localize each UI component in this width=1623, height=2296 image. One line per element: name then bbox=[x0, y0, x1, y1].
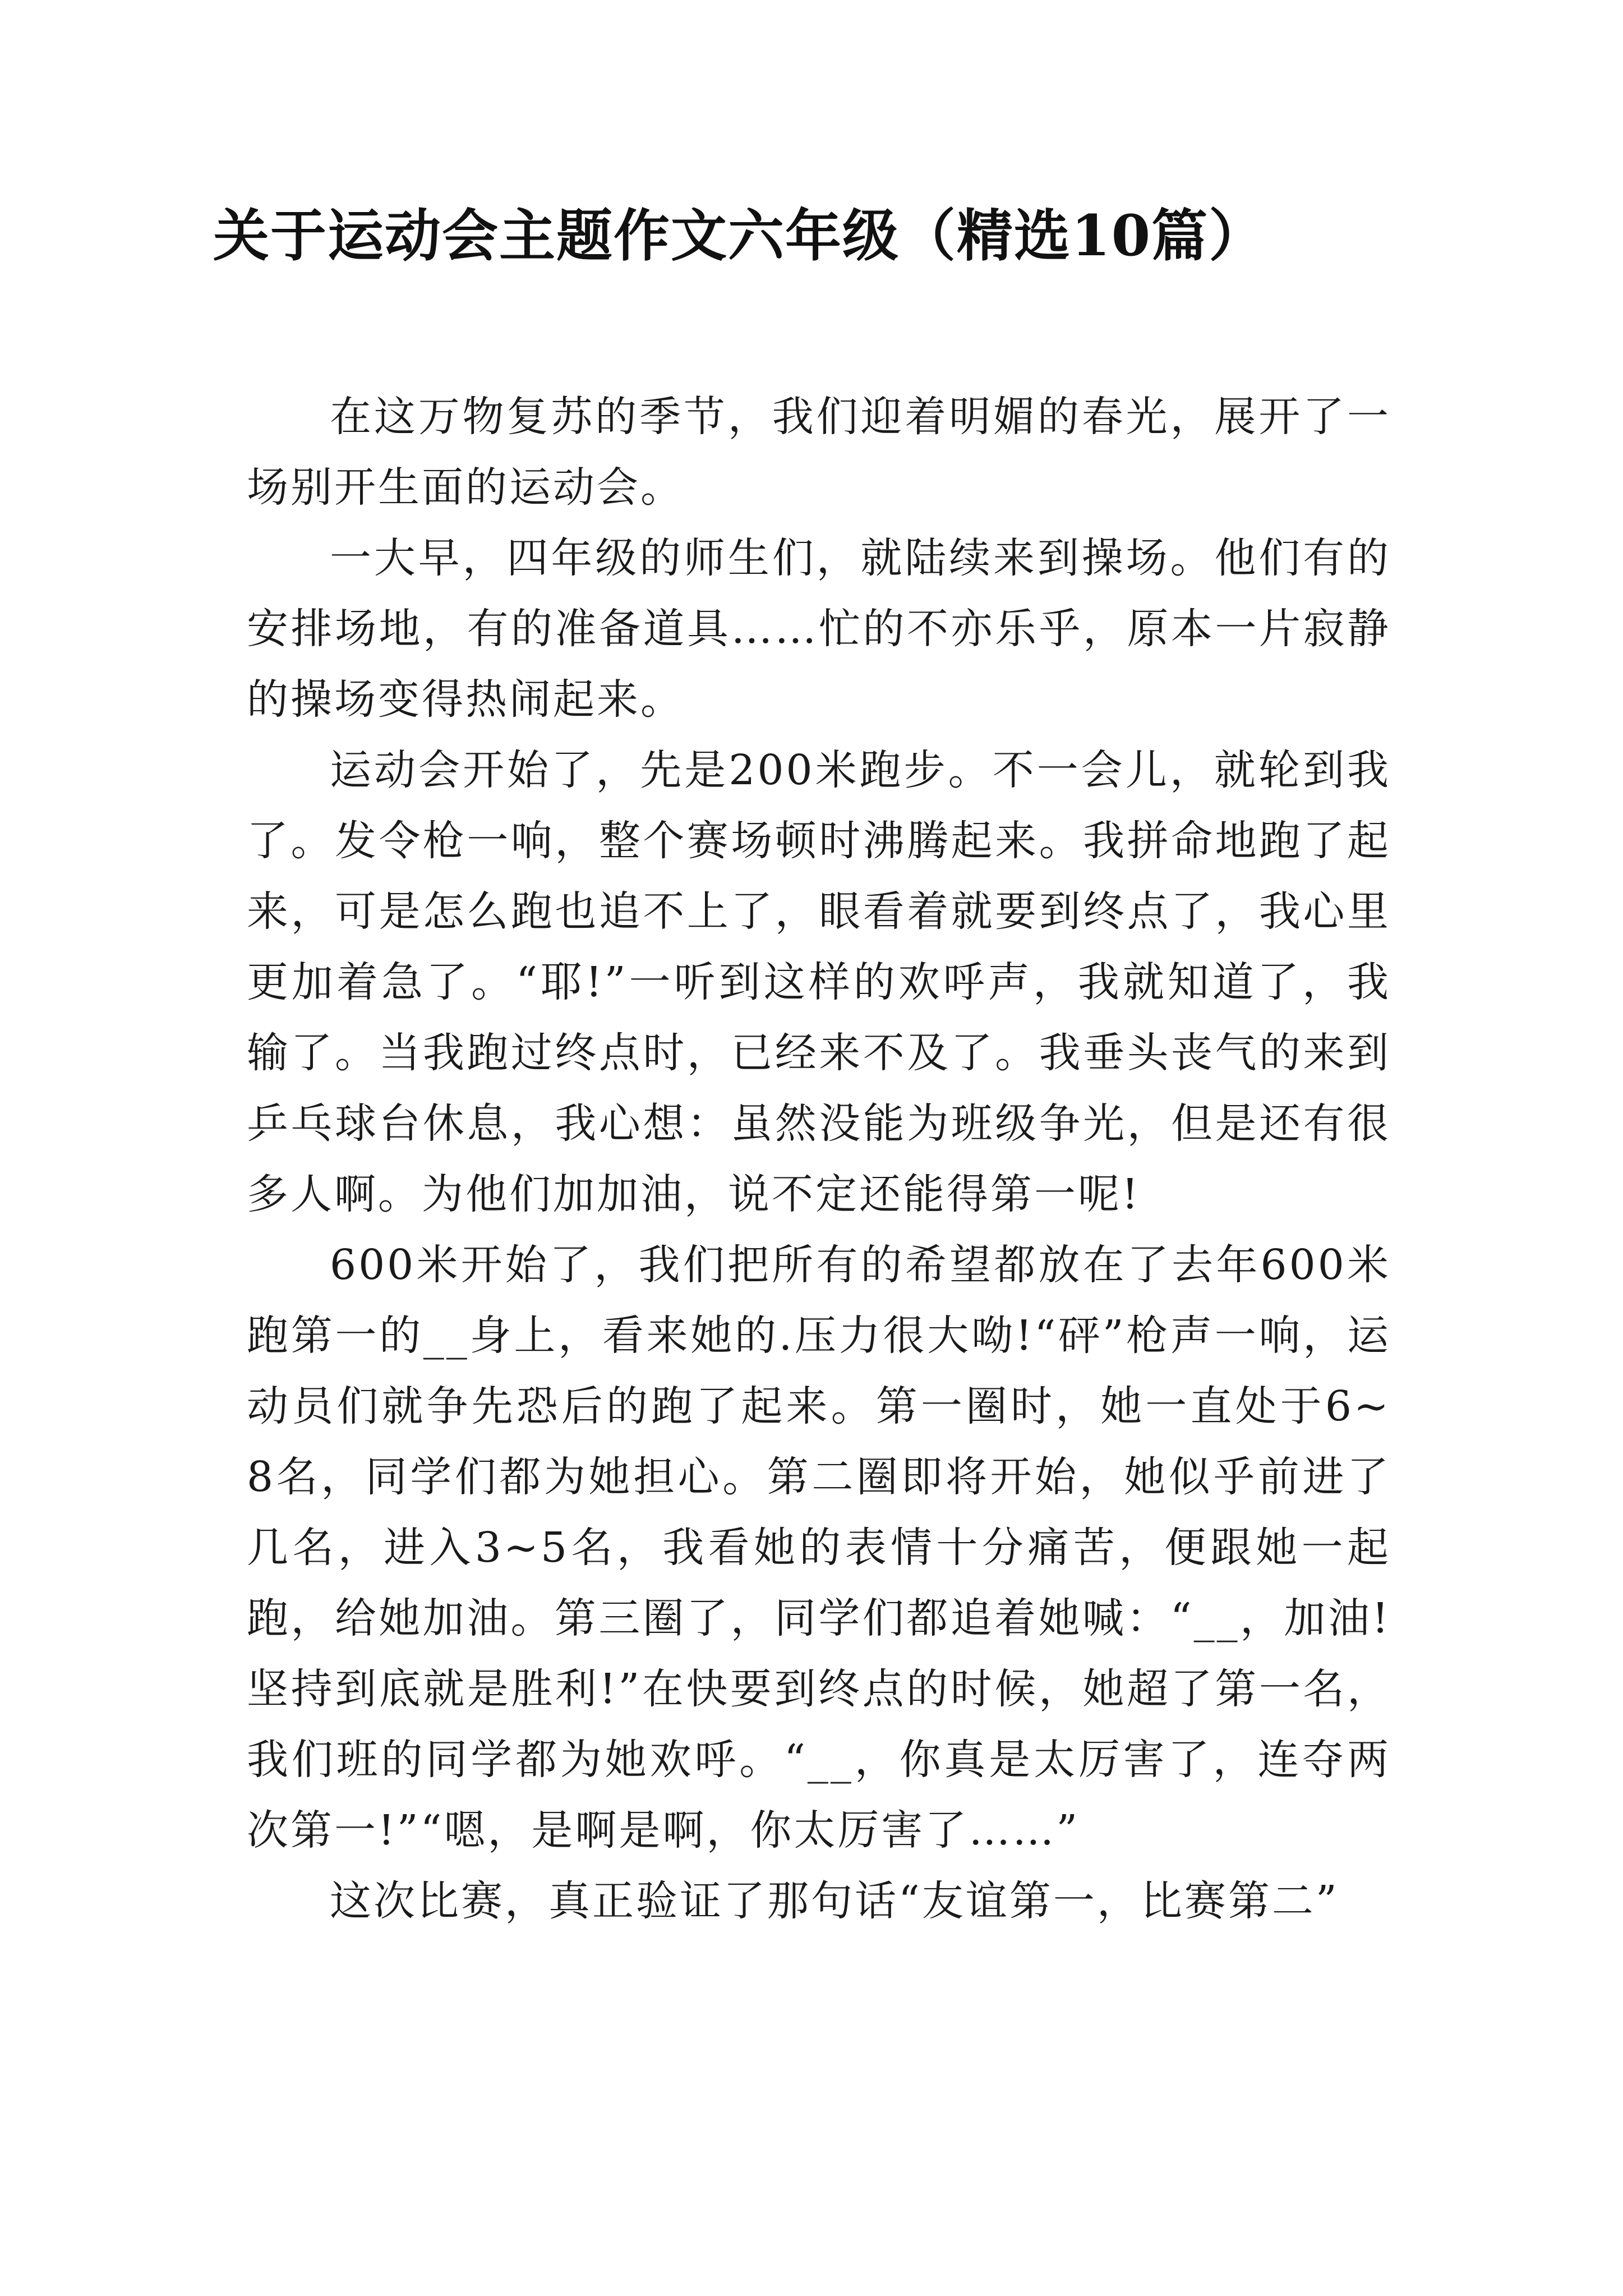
paragraph-600m-race: 600米开始了，我们把所有的希望都放在了去年600米跑第一的__身上，看来她的.压力很大呦!“砰”枪声一响，运动员们就争先恐后的跑了起来。第一圈时，她一直处于6~8名，同学们都为她担心。第二圈即将开始，她似乎前进了几名，进入3~5名，我看她的表情十分痛苦，便跟她一起跑，给她加油。第三圈了，同学们都追着她喊：“__，加油!坚持到底就是胜利!”在快要到终点的时候，她超了第一名，我们班的同学都为她欢呼。“__，你真是太厉害了，连夺两次第一!”“嗯，是啊是啊，你太厉害了……” bbox=[247, 1241, 1391, 1855]
document-body bbox=[247, 381, 1391, 1936]
paragraph-morning: 一大早，四年级的师生们，就陆续来到操场。他们有的安排场地，有的准备道具……忙的不亦乐乎，原本一片寂静的操场变得热闹起来。 bbox=[247, 534, 1391, 724]
paragraph-intro: 在这万物复苏的季节，我们迎着明媚的春光，展开了一场别开生面的运动会。 bbox=[247, 393, 1391, 512]
paragraph-200m-race: 运动会开始了，先是200米跑步。不一会儿，就轮到我了。发令枪一响，整个赛场顿时沸腾起来。我拼命地跑了起来，可是怎么跑也追不上了，眼看着就要到终点了，我心里更加着急了。“耶!”一听到这样的欢呼声，我就知道了，我输了。当我跑过终点时，已经来不及了。我垂头丧气的来到乒乓球台休息，我心想：虽然没能为班级争光，但是还有很多人啊。为他们加加油，说不定还能得第一呢! bbox=[247, 746, 1391, 1218]
paragraph-conclusion: 这次比赛，真正验证了那句话“友谊第一，比赛第二” bbox=[330, 1877, 1339, 1925]
document-title: 关于运动会主题作文六年级（精选10篇） bbox=[213, 203, 1266, 269]
